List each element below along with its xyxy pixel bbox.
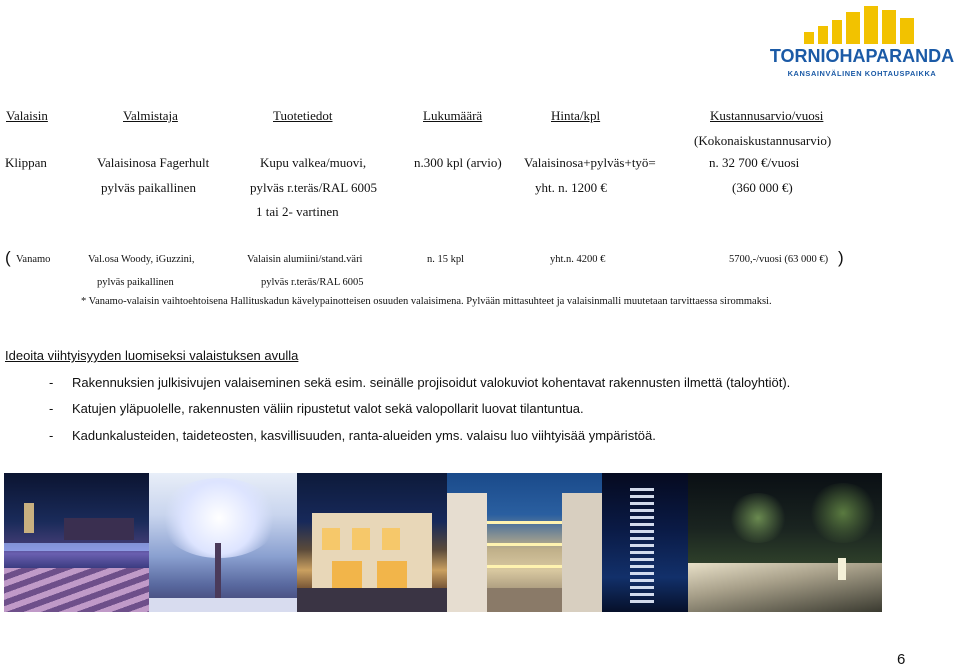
vanamo-price: yht.n. 4200 € xyxy=(550,254,606,265)
logo-tagline: KANSAINVÄLINEN KOHTAUSPAIKKA xyxy=(787,69,937,78)
ideas-item-3: Kadunkalusteiden, taideteosten, kasvillisuuden, ranta-alueiden yms. valaisu luo viihtyisää ympäristöä. xyxy=(72,428,656,443)
klippan-pole-material: pylväs r.teräs/RAL 6005 xyxy=(250,180,377,195)
header-hinta: Hinta/kpl xyxy=(551,108,601,123)
ideas-bullet-2: - xyxy=(49,401,54,416)
page-number: 6 xyxy=(897,651,906,668)
klippan-total-cost: (360 000 €) xyxy=(732,180,793,195)
vanamo-close-paren: ) xyxy=(838,248,844,267)
vanamo-pole: pylväs paikallinen xyxy=(97,277,174,288)
photo-garden-bollard-lights xyxy=(688,473,882,612)
header-lukumaara: Lukumäärä xyxy=(423,108,483,123)
klippan-product: Kupu valkea/muovi, xyxy=(260,155,367,170)
klippan-name: Klippan xyxy=(5,155,47,170)
klippan-pole: pylväs paikallinen xyxy=(101,180,196,195)
header-valmistaja: Valmistaja xyxy=(123,108,178,123)
klippan-cost: n. 32 700 €/vuosi xyxy=(709,155,800,170)
klippan-price: Valaisinosa+pylväs+työ= xyxy=(524,155,656,170)
photo-light-strand-tree xyxy=(602,473,688,612)
vanamo-quantity: n. 15 kpl xyxy=(427,254,465,265)
vanamo-open-paren: ( xyxy=(5,248,11,267)
tornio-haparanda-logo xyxy=(766,4,958,80)
header-tuotetiedot: Tuotetiedot xyxy=(273,108,333,123)
ideas-heading: Ideoita viihtyisyyden luomiseksi valaistuksen avulla xyxy=(5,348,299,363)
vanamo-name: Vanamo xyxy=(16,254,51,265)
header-valaisin: Valaisin xyxy=(6,108,48,123)
klippan-total: yht. n. 1200 € xyxy=(535,180,607,195)
header-kustannusarvio: Kustannusarvio/vuosi xyxy=(710,108,824,123)
header-kokonaiskustannusarvio: (Kokonaiskustannusarvio) xyxy=(694,133,832,148)
vanamo-cost: 5700,-/vuosi (63 000 €) xyxy=(729,254,829,265)
logo-bars-graphic xyxy=(804,4,924,44)
photo-lit-building-facade xyxy=(297,473,447,612)
klippan-quantity: n.300 kpl (arvio) xyxy=(414,155,502,170)
ideas-item-1: Rakennuksien julkisivujen valaiseminen sekä esim. seinälle projisoidut valokuviot kohentavat rakennusten ilmettä (taloyhtiöt). xyxy=(72,375,791,390)
klippan-manufacturer: Valaisinosa Fagerhult xyxy=(97,155,210,170)
photo-illuminated-riverside xyxy=(4,473,149,612)
klippan-arms: 1 tai 2- vartinen xyxy=(256,204,339,219)
ideas-item-2: Katujen yläpuolelle, rakennusten väliin ripustetut valot sekä valopollarit luovat tilantuntua. xyxy=(72,401,584,416)
photo-blossom-tree-lights xyxy=(149,473,297,612)
ideas-bullet-1: - xyxy=(49,375,54,390)
vanamo-pole-material: pylväs r.teräs/RAL 6005 xyxy=(261,277,364,288)
logo-brand: TORNIOHAPARANDA xyxy=(769,46,955,66)
vanamo-product: Valaisin alumiini/stand.väri xyxy=(247,254,363,265)
vanamo-manufacturer: Val.osa Woody, iGuzzini, xyxy=(88,254,195,265)
ideas-bullet-3: - xyxy=(49,428,54,443)
vanamo-note: * Vanamo-valaisin vaihtoehtoisena Hallituskadun kävelypainotteisen osuuden valaisimena. Pylvään mittasuhteet ja valaisinmalli muutetaan tarvittaessa sirommaksi. xyxy=(81,296,772,307)
photo-street-hanging-lights xyxy=(447,473,602,612)
